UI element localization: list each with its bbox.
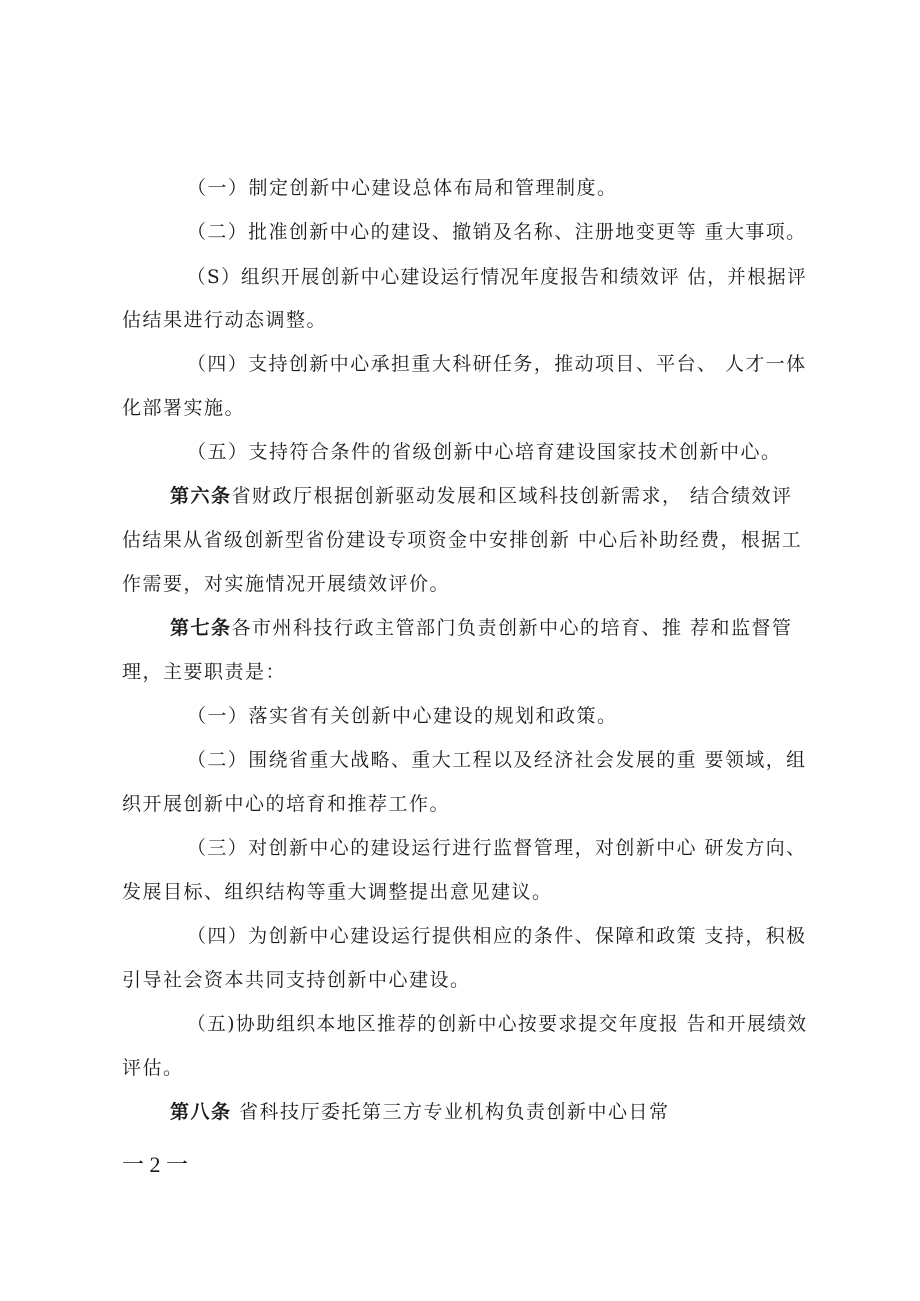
- article-heading-line: 第六条省财政厅根据创新驱动发展和区域科技创新需求， 结合绩效评: [170, 485, 793, 507]
- text-line: 发展目标、组织结构等重大调整提出意见建议。: [122, 881, 553, 903]
- text-line: 作需要，对实施情况开展绩效评价。: [122, 573, 451, 595]
- text-line: 化部署实施。: [122, 397, 246, 419]
- text-line: 估结果进行动态调整。: [122, 309, 328, 331]
- text-line: （二）围绕省重大战略、重大工程以及经济社会发展的重 要领域，组: [187, 749, 807, 771]
- article-number: 第七条: [170, 617, 232, 639]
- article-heading-line: 第八条 省科技厅委托第三方专业机构负责创新中心日常: [170, 1101, 670, 1123]
- text-line: （五)协助组织本地区推荐的创新中心按要求提交年度报 告和开展绩效: [187, 1013, 808, 1035]
- article-number: 第六条: [170, 485, 232, 507]
- text-line: （一）落实省有关创新中心建设的规划和政策。: [187, 705, 618, 727]
- page-number: 一 2 一: [122, 1152, 189, 1177]
- text-line: （五）支持符合条件的省级创新中心培育建设国家技术创新中心。: [187, 441, 782, 463]
- text-line: 理，主要职责是：: [122, 661, 287, 683]
- text-line: 引导社会资本共同支持创新中心建设。: [122, 969, 471, 991]
- text-line: （一）制定创新中心建设总体布局和管理制度。: [187, 177, 618, 199]
- text-line: 评估。: [122, 1057, 184, 1079]
- text-line: （四）支持创新中心承担重大科研任务，推动项目、平台、 人才一体: [187, 353, 807, 375]
- text-line: （三）对创新中心的建设运行进行监督管理，对创新中心 研发方向、: [187, 837, 807, 859]
- text-line: 织开展创新中心的培育和推荐工作。: [122, 793, 451, 815]
- article-heading-line: 第七条各市州科技行政主管部门负责创新中心的培育、推 荐和监督管: [170, 617, 793, 639]
- text-line: （S）组织开展创新中心建设运行情况年度报告和绩效评 估，并根据评: [187, 266, 808, 288]
- text-line: （四）为创新中心建设运行提供相应的条件、保障和政策 支持，积极: [187, 925, 807, 947]
- text-line: （二）批准创新中心的建设、撤销及名称、注册地变更等 重大事项。: [187, 221, 807, 243]
- article-number: 第八条: [170, 1101, 232, 1123]
- text-line: 估结果从省级创新型省份建设专项资金中安排创新 中心后补助经费，根据工: [122, 529, 803, 551]
